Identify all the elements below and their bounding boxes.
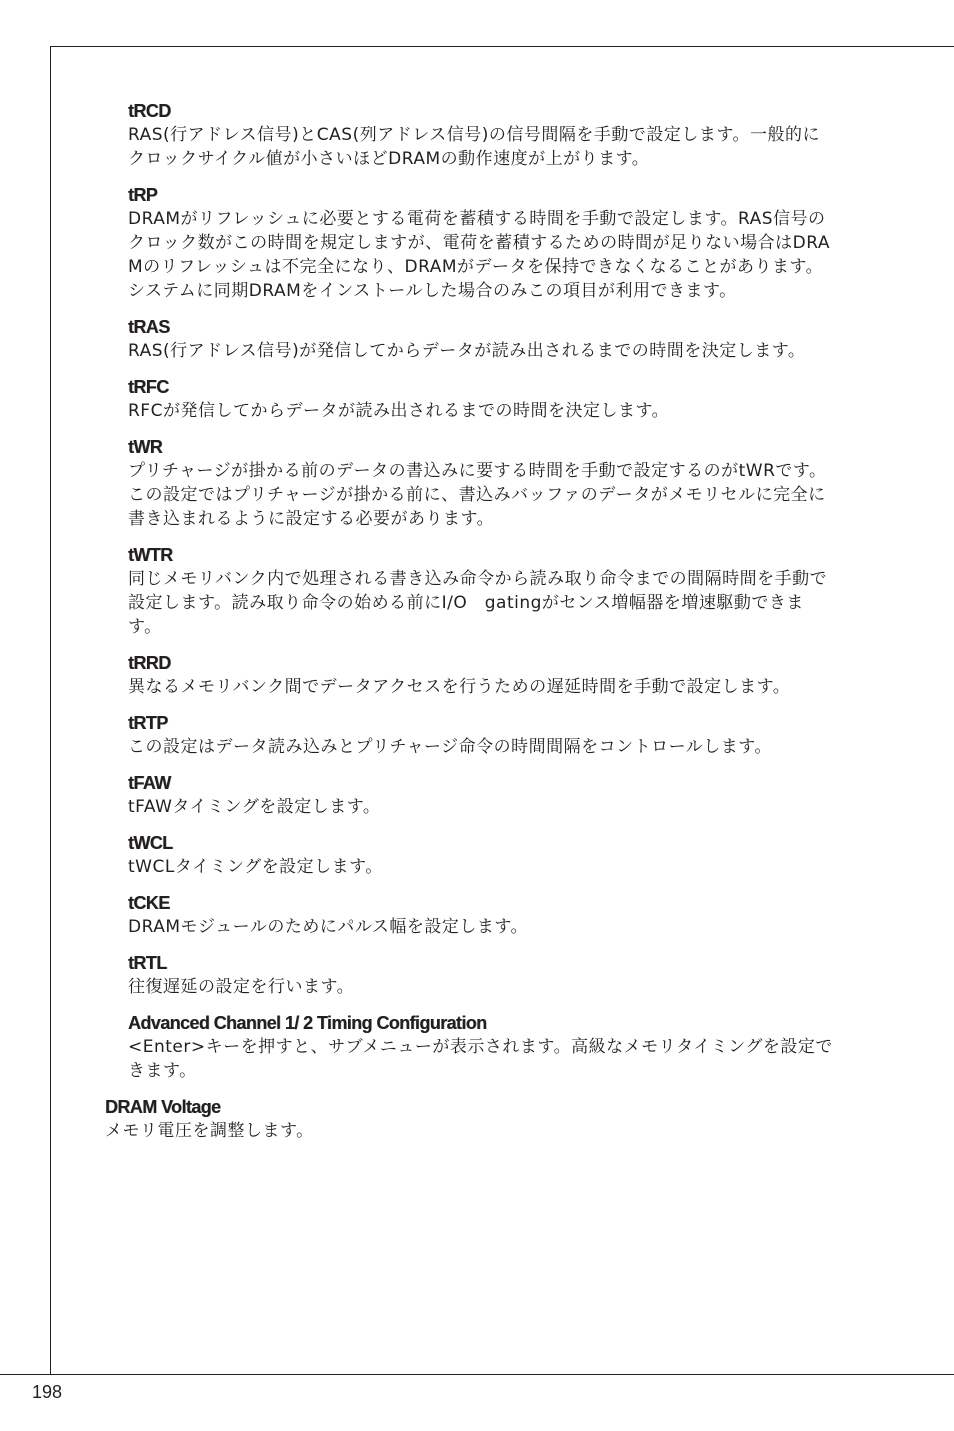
setting-term: tCKE — [128, 893, 170, 913]
setting-term: tRCD — [128, 101, 171, 121]
setting-trcd — [128, 99, 833, 171]
setting-description: メモリ電圧を調整します。 — [105, 1121, 314, 1141]
setting-term: tRTL — [128, 953, 167, 973]
setting-tras — [128, 315, 833, 363]
setting-description: <Enter>キーを押すと、サブメニューが表示されます。高級なメモリタイミングを設定できます。 — [128, 1037, 833, 1081]
setting-description: tWCLタイミングを設定します。 — [128, 857, 383, 877]
setting-description: RFCが発信してからデータが読み出されるまでの時間を決定します。 — [128, 401, 670, 421]
setting-twtr — [128, 543, 833, 639]
page-frame-top-rule — [50, 46, 954, 47]
page-frame-bottom-rule — [0, 1374, 954, 1375]
setting-term: DRAM Voltage — [105, 1097, 221, 1117]
setting-twcl — [128, 831, 833, 879]
setting-trp — [128, 183, 833, 303]
setting-twr — [128, 435, 833, 531]
setting-tfaw — [128, 771, 833, 819]
page-frame-left-rule — [50, 46, 51, 1374]
setting-term: Advanced Channel 1/ 2 Timing Configuration — [128, 1013, 487, 1033]
setting-trtp — [128, 711, 833, 759]
setting-description: RAS(行アドレス信号)が発信してからデータが読み出されるまでの時間を決定します。 — [128, 341, 806, 361]
setting-term: tRFC — [128, 377, 169, 397]
setting-trfc — [128, 375, 833, 423]
setting-term: tWCL — [128, 833, 173, 853]
setting-term: tRRD — [128, 653, 171, 673]
setting-trtl — [128, 951, 833, 999]
page-number: 198 — [32, 1382, 63, 1402]
setting-description: DRAMモジュールのためにパルス幅を設定します。 — [128, 917, 528, 937]
setting-description: DRAMがリフレッシュに必要とする電荷を蓄積する時間を手動で設定します。RAS信号のクロック数がこの時間を規定しますが、電荷を蓄積するための時間が足りない場合はDRAMのリフレッシュは不完全になり、DRAMがデータを保持できなくなることがあります。システムに同期DRAMをインストールした場合のみこの項目が利用できます。 — [128, 209, 831, 301]
manual-content — [105, 99, 833, 1155]
setting-description: 異なるメモリバンク間でデータアクセスを行うための遅延時間を手動で設定します。 — [128, 677, 791, 697]
setting-description: この設定はデータ読み込みとプリチャージ命令の時間間隔をコントロールします。 — [128, 737, 772, 757]
setting-description: tFAWタイミングを設定します。 — [128, 797, 381, 817]
setting-description: RAS(行アドレス信号)とCAS(列アドレス信号)の信号間隔を手動で設定します。一般的にクロックサイクル値が小さいほどDRAMの動作速度が上がります。 — [128, 125, 820, 169]
setting-term: tFAW — [128, 773, 171, 793]
setting-tcke — [128, 891, 833, 939]
setting-term: tRAS — [128, 317, 170, 337]
setting-term: tRP — [128, 185, 158, 205]
setting-trrd — [128, 651, 833, 699]
setting-term: tWTR — [128, 545, 173, 565]
setting-description: 往復遅延の設定を行います。 — [128, 977, 355, 997]
setting-term: tWR — [128, 437, 163, 457]
setting-description: 同じメモリバンク内で処理される書き込み命令から読み取り命令までの間隔時間を手動で設定します。読み取り命令の始める前にI/O gatingがセンス増幅器を増速駆動できます。 — [128, 569, 828, 637]
setting-description: プリチャージが掛かる前のデータの書込みに要する時間を手動で設定するのがtWRです。この設定ではプリチャージが掛かる前に、書込みバッファのデータがメモリセルに完全に書き込まれるように設定する必要があります。 — [128, 461, 827, 529]
setting-dram-voltage — [105, 1095, 833, 1143]
setting-term: tRTP — [128, 713, 168, 733]
setting-advanced-channel-timing — [128, 1011, 833, 1083]
